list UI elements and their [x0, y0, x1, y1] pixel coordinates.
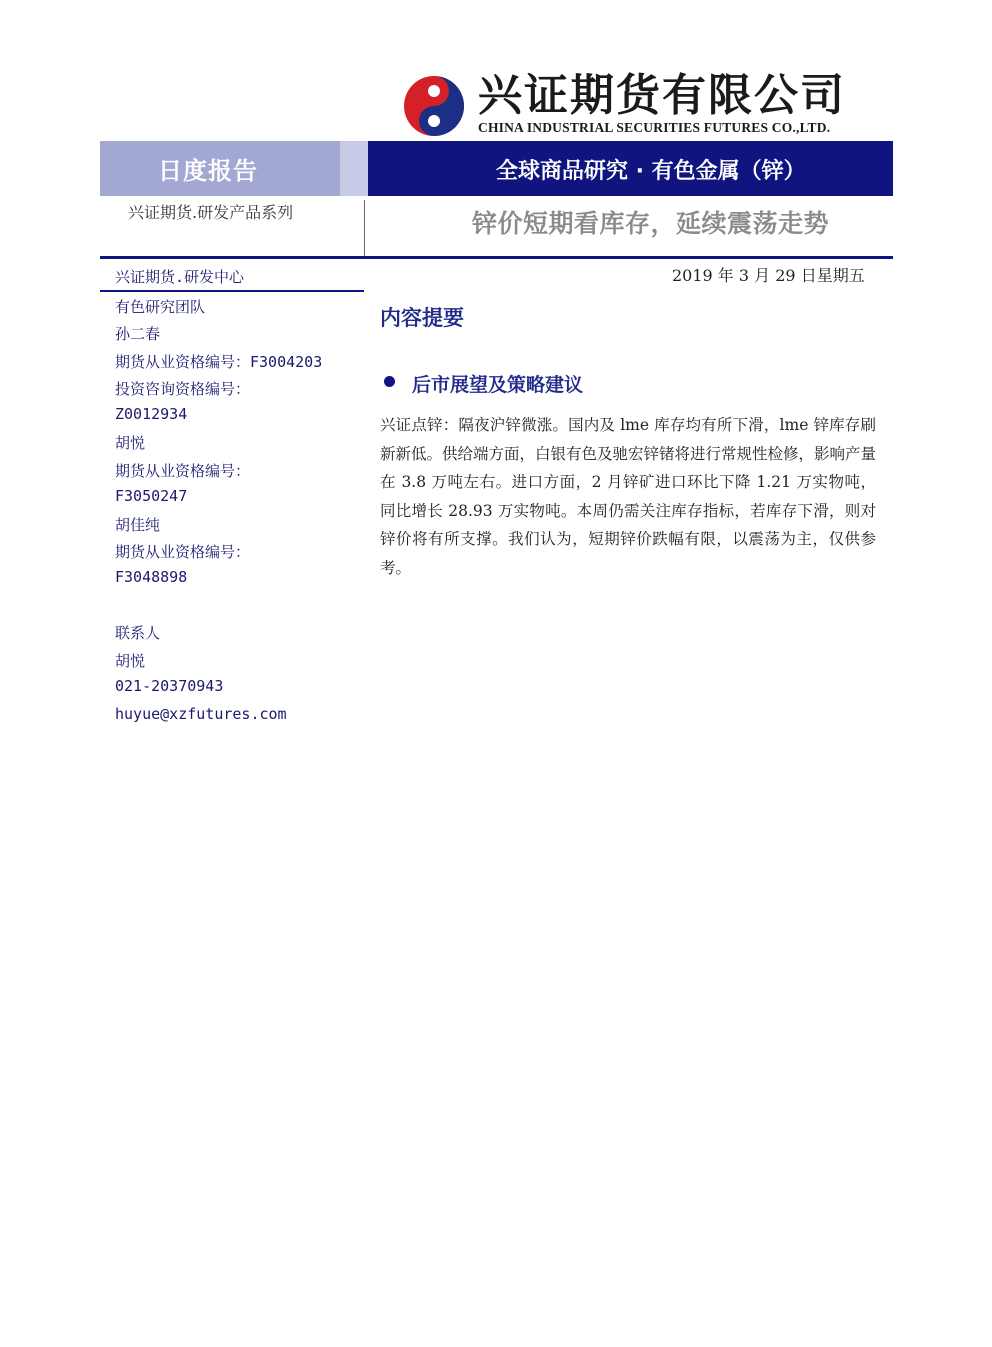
report-type-label: 日度报告: [158, 157, 258, 185]
contact-name: 胡悦: [115, 652, 146, 670]
summary-paragraph: 兴证点锌：隔夜沪锌微涨。国内及 lme 库存均有所下滑，lme 锌库存刷新新低。供给端方面，白银有色及驰宏锌锗将进行常规性检修，影响产量在 3.8 万吨左右。进口方面，2 月锌矿进口环比下降 1.21 万实物吨，同比增长 28.93 万实物吨。本周仍需关注库存指标，若库存下滑，则对锌价将有所支撑。我们认为，短期锌价跌幅有限，以震荡为主，仅供参考。: [380, 416, 877, 577]
section-title: 后市展望及策略建议: [412, 374, 584, 396]
summary-title: 内容提要: [380, 306, 464, 330]
sidebar-rule: [100, 290, 364, 292]
header-rule: [100, 256, 893, 259]
bullet-icon: [384, 376, 395, 387]
banner-left-panel: [100, 141, 340, 196]
analyst-name: 胡佳纯: [115, 516, 161, 534]
report-banner: [100, 141, 893, 196]
research-center-title: 兴证期货.研发中心: [115, 268, 245, 286]
license-number: Z0012934: [115, 405, 188, 423]
research-category-label: 全球商品研究 · 有色金属（锌）: [496, 159, 806, 184]
license-label: 投资咨询资格编号：: [115, 380, 251, 398]
product-series-label: 兴证期货.研发产品系列: [128, 203, 294, 222]
license-number: F3048898: [115, 568, 188, 586]
license-label: 期货从业资格编号：: [115, 543, 251, 561]
banner-divider: [340, 141, 368, 196]
team-name: 有色研究团队: [115, 298, 206, 316]
license-number: 期货从业资格编号：F3004203: [115, 353, 323, 371]
report-date: 2019 年 3 月 29 日星期五: [672, 266, 865, 285]
company-logo-icon: [402, 74, 466, 138]
contact-label: 联系人: [115, 624, 161, 642]
company-name-en: CHINA INDUSTRIAL SECURITIES FUTURES CO.,LTD.: [478, 120, 831, 135]
analyst-name: 孙二春: [115, 325, 161, 343]
license-label: 期货从业资格编号：: [115, 462, 251, 480]
report-headline: 锌价短期看库存，延续震荡走势: [472, 209, 830, 238]
contact-phone: 021-20370943: [115, 677, 224, 695]
company-name-cn: 兴证期货有限公司: [478, 70, 846, 121]
contact-email[interactable]: huyue@xzfutures.com: [115, 705, 287, 723]
header-divider: [364, 200, 365, 256]
analyst-name: 胡悦: [115, 434, 146, 452]
license-number: F3050247: [115, 487, 188, 505]
